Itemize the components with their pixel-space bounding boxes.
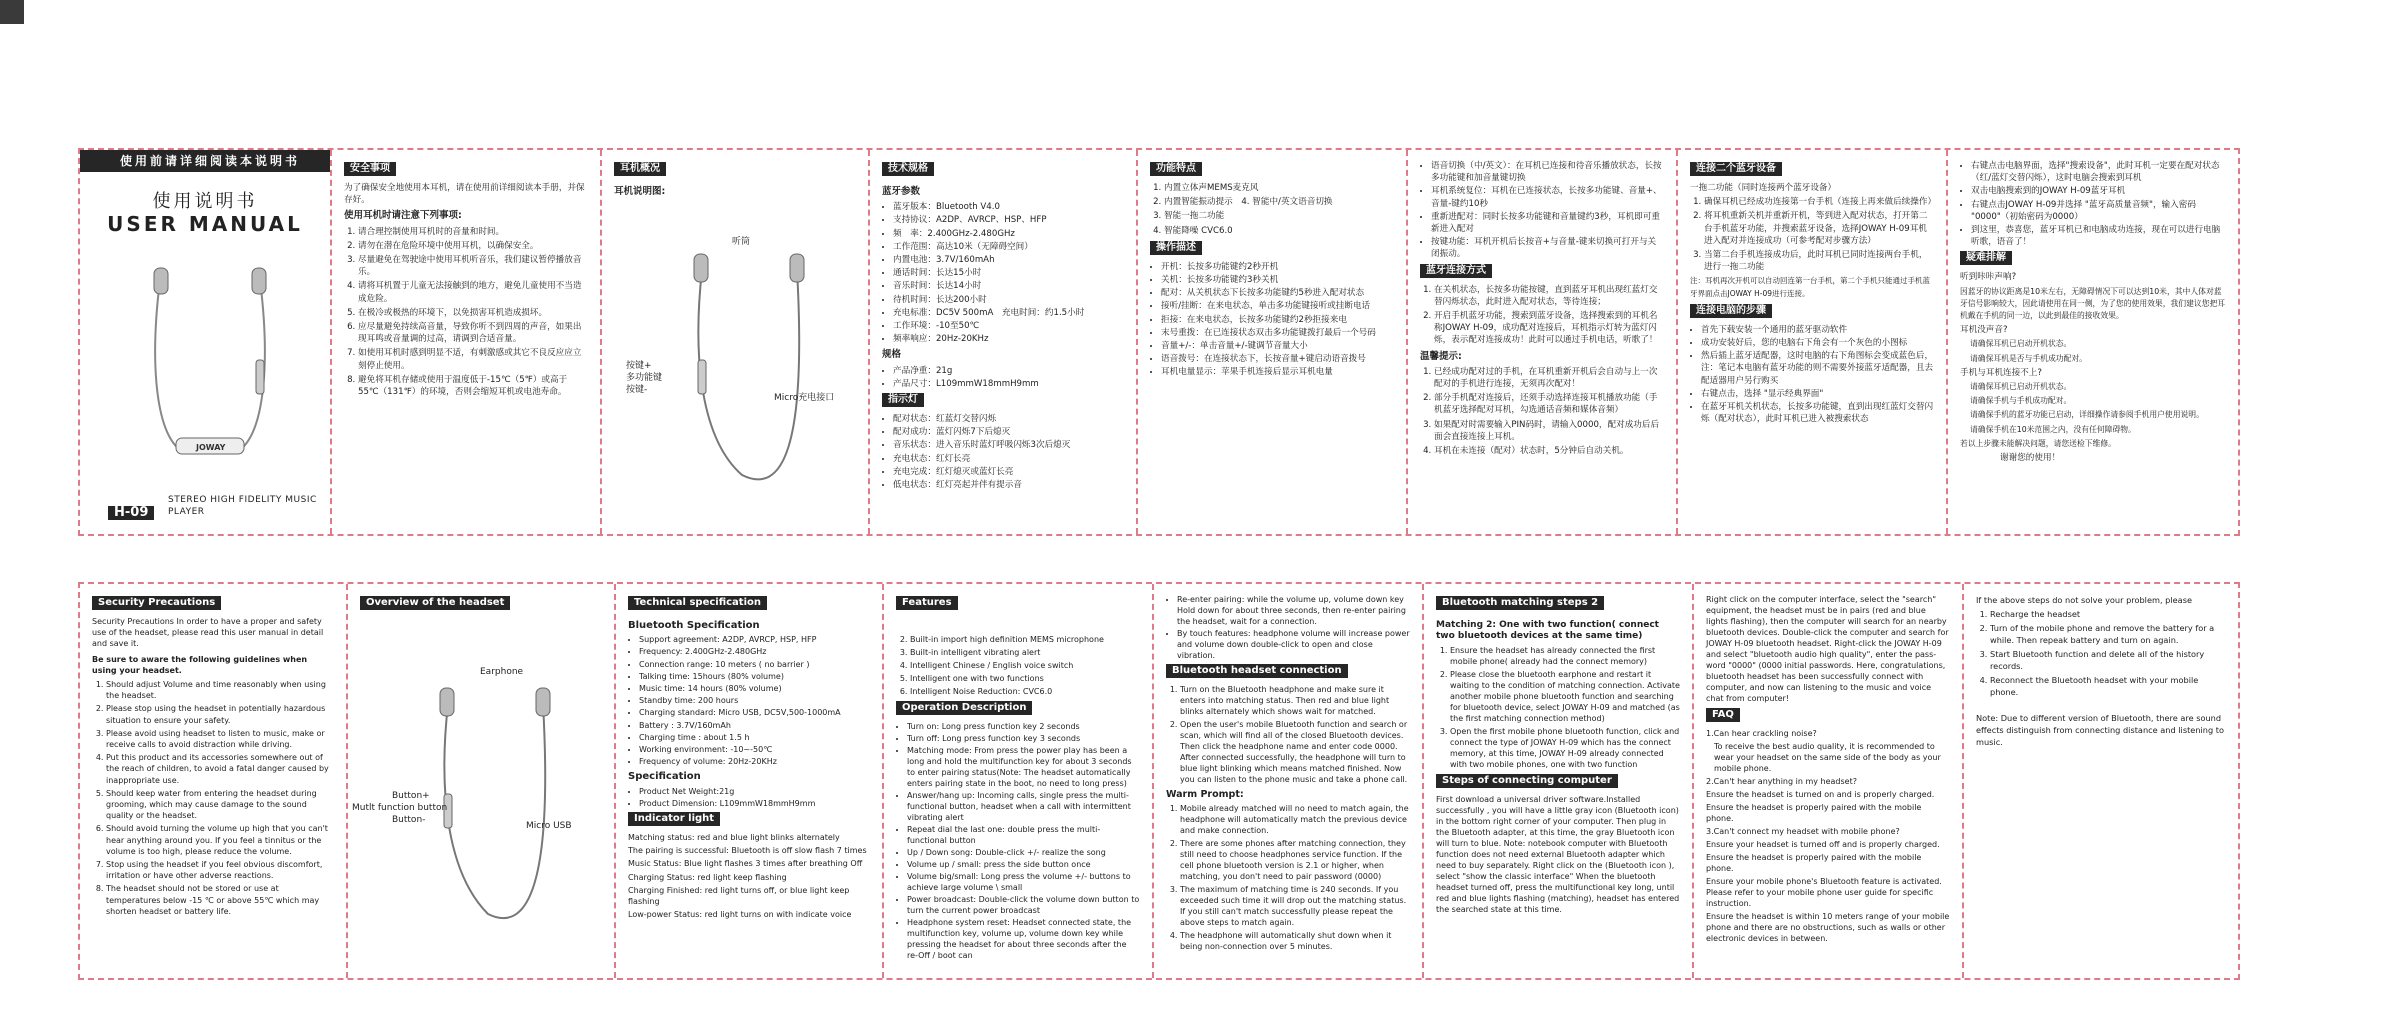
list-item: • Working environment: -10~-50℃ xyxy=(639,744,870,755)
list-item: • 重新进配对：同时长按多功能键和音量键约3秒，耳机即可重新进入配对 xyxy=(1431,211,1664,235)
list-item: 3. Built-in intelligent vibrating alert xyxy=(910,647,1140,658)
list-item: • 充电状态：红灯长亮 xyxy=(893,453,1124,465)
list-item: 3. 如果配对时需要输入PIN码时，请输入0000，配对成功后后面会直接连接上耳机。 xyxy=(1434,419,1664,443)
indicator-title: 指示灯 xyxy=(882,393,924,407)
cover-title-en: USER MANUAL xyxy=(107,212,303,236)
pc-title-en: Steps of connecting computer xyxy=(1436,774,1618,788)
features-panel-en xyxy=(884,584,1154,978)
chinese-manual-sheet xyxy=(78,148,2240,536)
warm-prompt-title: Warm Prompt: xyxy=(1166,789,1244,800)
list-item: • Frequency of volume: 20Hz-20KHz xyxy=(639,756,870,767)
warm-prompt-list xyxy=(1166,803,1410,952)
list-item: 1. Turn on the Bluetooth headphone and make sure it enters into matching status. Then red and blue light blinks alternately which shows wait for matched. xyxy=(1180,684,1410,717)
list-item: • 右键点击电脑界面，选择"搜索设备"，此时耳机一定要在配对状态（红/蓝灯交替闪烁），这时电脑会搜索到耳机 xyxy=(1971,160,2226,184)
indicator-list xyxy=(882,413,1124,491)
faq-q3: 手机与耳机连接不上? xyxy=(1960,367,2042,378)
list-item: • Up / Down song: Double-click +/- realize the song xyxy=(907,847,1140,858)
list-item: 3. 当第二台手机连接成功后，此时耳机已同时连接两台手机，进行一拖二功能 xyxy=(1704,249,1934,273)
faq-a3-0-en: Ensure your headset is turned off and is properly charged. xyxy=(1706,840,1940,849)
list-item: • 配对状态：红蓝灯交替闪烁 xyxy=(893,413,1124,425)
headset-diagram xyxy=(672,240,835,500)
list-item: • 耳机系统复位：耳机在已连接状态，长按多功能键、音量+、音量-键约10秒 xyxy=(1431,185,1664,209)
two-note: 注：耳机再次开机可以自动回连第一台手机，第二个手机只能通过手机蓝牙界面点击JOWAY H-09进行连接。 xyxy=(1690,276,1930,298)
list-item: • 通话时间：长达15小时 xyxy=(893,267,1124,279)
connect-items-en xyxy=(1166,594,1410,661)
indicator-1: The pairing is successful: Bluetooth is off slow flash 7 times xyxy=(628,846,867,856)
faq-intro-list xyxy=(1960,160,2226,248)
faq-a3-3: 请确保手机在10米范围之内，没有任何障碍物。 xyxy=(1970,424,2136,434)
list-item: • 内置电池：3.7V/160mAh xyxy=(893,254,1124,266)
faq-q1-en: 1.Can hear crackling noise? xyxy=(1706,729,1817,738)
list-item: 2. 开启手机蓝牙功能，搜索到蓝牙设备，选择搜索到的耳机名称JOWAY H-09，成功配对连接后，耳机指示灯转为蓝灯闪烁，表示配对连接成功！此时可以通过手机电话，听歌了！ xyxy=(1434,310,1664,347)
matching-panel-en xyxy=(1424,584,1694,978)
list-item: 4. The headphone will automatically shut down when it being non-connection over 5 minutes. xyxy=(1180,930,1410,952)
pc-steps xyxy=(1690,324,1934,426)
faq-a3-3-en: Ensure the headset is within 10 meters range of your mobile phone and there are no obstructions, such as walls or other electronic devices in between. xyxy=(1706,912,1950,943)
list-item: • 充电标准：DC5V 500mA 充电时间：约1.5小时 xyxy=(893,307,1124,319)
list-item: 7. 如使用耳机时感到明显不适，有刺激感或其它不良反应应立刻停止使用。 xyxy=(358,347,588,371)
two-devices-panel-cn xyxy=(1678,150,1948,534)
faq-a3-1-en: Ensure the headset is properly paired with the mobile phone. xyxy=(1706,853,1922,873)
headset-illustration xyxy=(140,260,280,470)
faq-a1: 因蓝牙的协议距离是10米左右，无障碍情况下可以达到10米，其中人体对蓝牙信号影响较大，因此请使用在同一侧，为了您的使用效果，我们建议您把耳机戴在手机的同一边，以此到最佳的接收效果。 xyxy=(1960,286,2226,321)
list-item: 2. Please close the bluetooth earphone and restart it waiting to the condition of matching connection. Activate another mobile phone bluetooth function and searching for bluetooth device, select JOWAY H-09 and matched (as the first matching connection method) xyxy=(1450,669,1680,724)
tips-list xyxy=(1420,366,1664,457)
last-note: Note: Due to different version of Bluetooth, there are sound effects distinguish from connecting distance and listening to music. xyxy=(1976,713,2225,747)
label-button-plus: 按键+ xyxy=(626,361,652,371)
list-item: 5. Intelligent one with two functions xyxy=(910,673,1140,684)
list-item: • Answer/hang up: Incoming calls, single press the multi-functional button, headset when a call with intermittent vibrating alert xyxy=(907,790,1140,823)
faq-a3-1: 请确保手机与手机成功配对。 xyxy=(1970,396,2072,406)
faq-q2-en: 2.Can't hear anything in my headset? xyxy=(1706,777,1857,786)
list-item: • 末号重拨：在已连接状态双击多功能键拨打最后一个号码 xyxy=(1161,327,1394,339)
list-item: 4. 请将耳机置于儿童无法接触到的地方，避免儿童使用不当造成危险。 xyxy=(358,280,588,304)
faq-a2-1: 请确保耳机是否与手机成功配对。 xyxy=(1970,353,2087,363)
faq-title-en: FAQ xyxy=(1706,708,1740,722)
safety-panel-en xyxy=(80,584,348,978)
faq-a3-0: 请确保耳机已启动开机状态。 xyxy=(1970,382,2072,392)
features-list-en xyxy=(896,634,1140,697)
list-item: • Battery : 3.7V/160mAh xyxy=(639,720,870,731)
spec-title-en: Technical specification xyxy=(628,596,767,610)
faq-q3-en: 3.Can't connect my headset with mobile phone? xyxy=(1706,827,1900,836)
label-earpiece: 听筒 xyxy=(732,237,751,247)
list-item: • Turn on: Long press function key 2 seconds xyxy=(907,721,1140,732)
faq-a1-en: To receive the best audio quality, it is recommended to wear your headset on the same side of the body as your mobile phone. xyxy=(1714,742,1941,773)
overview-title-en: Overview of the headset xyxy=(360,596,510,610)
list-item: • Headphone system reset: Headset connected state, the multifunction key, volume up, volume down key while pressing the headset for about three seconds after the re-Off / boot can xyxy=(907,917,1140,961)
spec-panel-en xyxy=(616,584,884,978)
brand-mark: JOWAY xyxy=(196,443,226,452)
faq-closing: 若以上步骤未能解决问题，请您送检下维修。 xyxy=(1960,438,2116,448)
faq-panel-cn xyxy=(1948,150,2238,534)
list-item: 5. 在极冷或极热的环境下，以免损害耳机造成损坏。 xyxy=(358,307,588,319)
faq-thanks: 谢谢您的使用！ xyxy=(2000,453,2061,464)
list-item: 6. 应尽量避免持续高音量，导致你听不到四周的声音，如果出现耳鸣或音量调的过高，请调到合适音量。 xyxy=(358,321,588,345)
security-subhead: Be sure to aware the following guidelines when using your headset. xyxy=(92,654,308,675)
list-item: 2. Open the user's mobile Bluetooth function and search or scan, which will find all of the closed Bluetooth devices. Then click the headphone name and enter code 0000. After connected successfully, the headphone will turn to blue light blinking which means matched finished. Now you can listen to the phone music and take a phone call. xyxy=(1180,719,1410,785)
cover-banner: 使用前请详细阅读本说明书 xyxy=(80,150,330,172)
faq-intro-en: Right click on the computer interface, select the "search" equipment, the headset must be in pairs (red and blue lights flashing), then the computer will search for an nearby bluetooth devices. Double-click the computer and search for JOWAY H-09 bluetooth headset. Right-click the JOWAY H-09 and select "bluetooth audio high quality", enter the pass-word "0000" (0000 initial passwords. Here, congratulations, bluetooth headset has been successfully connect with computer, and now can listening to the music and voice chat from computer! xyxy=(1706,595,1949,703)
list-item: • Product Net Weight:21g xyxy=(639,786,870,797)
list-item: 2. There are some phones after matching connection, they still need to choose headphones service function. If the cell phone bluetooth version is 2.1 or higher, when matching, you don't need to pair password (0000) xyxy=(1180,838,1410,882)
spec-sub2-en: Specification xyxy=(628,771,701,783)
connect-steps-en xyxy=(1166,684,1410,785)
list-item: 2. 将耳机重新关机并重新开机，等到进入配对状态，打开第二台手机蓝牙功能，并搜索蓝牙设备，选择JOWAY H-09耳机进入配对并连接成功（可参考配对步骤方法） xyxy=(1704,210,1934,247)
indicator-4: Charging Finished: red light turns off, or blue light keep flashing xyxy=(628,885,850,907)
list-item: • 工作环境：-10至50℃ xyxy=(893,320,1124,332)
list-item: • Charging time : about 1.5 h xyxy=(639,732,870,743)
list-item: 4. 智能降噪 CVC6.0 xyxy=(1164,225,1394,237)
faq-a3-2: 请确保手机的蓝牙功能已启动，详细操作请参阅手机用户使用说明。 xyxy=(1970,410,2204,420)
list-item: 6. Intelligent Noise Reduction: CVC6.0 xyxy=(910,686,1140,697)
list-item: • 拒接：在来电状态，长按多功能键约2秒拒接来电 xyxy=(1161,314,1394,326)
indicator-5: Low-power Status: red light turns on with indicate voice xyxy=(628,910,852,920)
list-item: 5. Should keep water from entering the headset during grooming, which may cause damage to the sound quality or the headset. xyxy=(106,788,334,822)
label-micro-usb: Micro充电接口 xyxy=(774,393,835,403)
safety-intro: 为了确保安全地使用本耳机，请在使用前详细阅读本手册，并保存好。 xyxy=(344,183,585,206)
label-multifunction: 多功能键 xyxy=(626,373,663,383)
faq-q2: 耳机没声音? xyxy=(1960,325,2008,336)
list-item: • 低电状态：红灯亮起并伴有提示音 xyxy=(893,479,1124,491)
label-button-plus-en: Button+ xyxy=(392,791,430,801)
spec-list-2 xyxy=(882,365,1124,390)
list-item: • 产品净重：21g xyxy=(893,365,1124,377)
features-panel-cn xyxy=(1138,150,1408,534)
list-item: • Volume up / small: press the side button once xyxy=(907,859,1140,870)
list-item: • 然后插上蓝牙适配器，这时电脑的右下角图标会变成蓝色后，注：笔记本电脑有蓝牙功能的则不需要外接蓝牙适配器，且去配适器用户另行购买 xyxy=(1701,350,1934,387)
faq-a2-0-en: Ensure the headset is turned on and is properly charged. xyxy=(1706,790,1935,799)
list-item: 1. 请合理控制使用耳机时的音量和时间。 xyxy=(358,226,588,238)
cover-title-cn: 使用说明书 xyxy=(152,191,258,212)
operation-list xyxy=(1150,261,1394,379)
list-item: 3. The maximum of matching time is 240 seconds. If you exceeded such time it will drop out the matching status. If you still can't match successfully please repeat the above steps to match again. xyxy=(1180,884,1410,928)
overview-panel-en xyxy=(348,584,616,978)
list-item: • 蓝牙版本：Bluetooth V4.0 xyxy=(893,201,1124,213)
list-item: • 频 率：2.400GHz-2.480GHz xyxy=(893,228,1124,240)
list-item: 1. 确保耳机已经成功连接第一台手机（连接上再来做后续操作） xyxy=(1704,196,1934,208)
connect-panel-en xyxy=(1154,584,1424,978)
list-item: • 音量+/-：单击音量+/-键调节音量大小 xyxy=(1161,340,1394,352)
list-item: • 配对：从关机状态下长按多功能键约5秒进入配对状态 xyxy=(1161,287,1394,299)
list-item: 1. Recharge the headset xyxy=(1990,608,2226,620)
faq-q1: 听到咔咔声响? xyxy=(1960,272,2017,283)
list-item: • 产品尺寸：L109mmW18mmH9mm xyxy=(893,378,1124,390)
list-item: 2. Built-in import high definition MEMS microphone xyxy=(910,634,1140,645)
spec-list xyxy=(882,201,1124,345)
list-item: 1. Should adjust Volume and time reasonably when using the headset. xyxy=(106,679,334,701)
list-item: • Turn off: Long press function key 3 seconds xyxy=(907,733,1140,744)
faq-a2-0: 请确保耳机已启动开机状态。 xyxy=(1970,339,2072,349)
operation-list-en xyxy=(896,721,1140,961)
list-item: 3. Open the first mobile phone bluetooth function, click and connect the type of JOWAY H-09 which has the connect memory, at this time, JOWAY H-09 already connected with two mobile phones, one with two function xyxy=(1450,726,1680,770)
list-item: 8. 避免将耳机存储或使用于温度低于-15℃（5℉）或高于55℃（131℉）的环境，否则会缩短耳机或电池寿命。 xyxy=(358,374,588,398)
tips-title: 温馨提示: xyxy=(1420,350,1462,362)
list-item: • 双击电脑搜索到的JOWAY H-09蓝牙耳机 xyxy=(1971,185,2226,197)
list-item: 4. Intelligent Chinese / English voice switch xyxy=(910,660,1140,671)
list-item: 1. 已经成功配对过的手机，在耳机重新开机后会自动与上一次配对的手机进行连接，无须再次配对！ xyxy=(1434,366,1664,390)
cover-model-badge: H-09 xyxy=(108,506,154,520)
list-item: 1. 在关机状态，长按多功能按键，直到蓝牙耳机出现红蓝灯交替闪烁状态，此时进入配对状态，等待连接； xyxy=(1434,284,1664,308)
list-item: • 在蓝牙耳机关机状态，长按多功能键，直到出现红蓝灯交替闪烁（配对状态），此时耳机已进入被搜索状态 xyxy=(1701,401,1934,425)
list-item: • Connection range: 10 meters ( no barrier ) xyxy=(639,659,870,670)
indicator-title-en: Indicator light xyxy=(628,812,720,826)
connect-steps xyxy=(1420,284,1664,347)
connect-title-en: Bluetooth headset connection xyxy=(1166,664,1348,678)
features-title: 功能特点 xyxy=(1150,162,1202,176)
list-item: • Frequency: 2.400GHz-2.480GHz xyxy=(639,646,870,657)
two-sub: 一拖二功能（同时连接两个蓝牙设备） xyxy=(1690,183,1837,193)
list-item: 1. Mobile already matched will no need to match again, the headphone will automatically match the previous device and make connection. xyxy=(1180,803,1410,836)
list-item: 2. 部分手机配对连接后，还须手动选择连接耳机播放功能（手机蓝牙选择配对耳机，勾选通话音频和媒体音频） xyxy=(1434,392,1664,416)
list-item: 3. Start Bluetooth function and delete all of the history records. xyxy=(1990,648,2226,672)
list-item: 7. Stop using the headset if you feel obvious discomfort, irritation or have other adverse reactions. xyxy=(106,859,334,881)
last-intro: If the above steps do not solve your problem, please xyxy=(1976,595,2193,605)
list-item: 1. Ensure the headset has already connected the first mobile phone( already had the connect memory) xyxy=(1450,645,1680,667)
faq-a3-2-en: Ensure your mobile phone's Bluetooth feature is activated. Please refer to your mobile phone user guide for specific instruction. xyxy=(1706,877,1942,908)
two-title: 连接二个蓝牙设备 xyxy=(1690,162,1782,176)
list-item: • 配对成功：蓝灯闪烁7下后熄灭 xyxy=(893,426,1124,438)
list-item: • 频率响应：20Hz-20KHz xyxy=(893,333,1124,345)
corner-marker xyxy=(0,0,24,24)
faq-a2-1-en: Ensure the headset is properly paired with the mobile phone. xyxy=(1706,803,1922,823)
list-item: 3. Please avoid using headset to listen to music, make or receive calls to avoid distraction while driving. xyxy=(106,728,334,750)
list-item: • Re-enter pairing: while the volume up, volume down key Hold down for about three seconds, then re-enter pairing the headset, wait for a connection. xyxy=(1177,594,1410,627)
two-steps xyxy=(1690,196,1937,273)
list-item: • 音乐状态：进入音乐时蓝灯呼吸闪烁3次后熄灭 xyxy=(893,439,1124,451)
label-multifunction-en: Mutlt function button xyxy=(352,803,448,813)
features-title-en: Features xyxy=(896,596,958,610)
list-item: • 工作范围：高达10米（无障碍空间） xyxy=(893,241,1124,253)
indicator-0: Matching status: red and blue light blinks alternately xyxy=(628,833,840,843)
list-item: • Music time: 14 hours (80% volume) xyxy=(639,683,870,694)
spec-list-2-en xyxy=(628,786,870,809)
list-item: 8. The headset should not be stored or use at temperatures below -15 ℃ or above 55℃ which may shorten headset or battery life. xyxy=(106,883,334,917)
matching-sub-en: Matching 2: One with two function( connect two bluetooth devices at the same time) xyxy=(1436,620,1659,641)
list-item: • 耳机电量显示：苹果手机连接后显示耳机电量 xyxy=(1161,366,1394,378)
overview-panel-cn xyxy=(602,150,870,534)
list-item: • 右键点击JOWAY H-09并选择 "蓝牙高质量音频"，输入密码 "0000"（初始密码为0000） xyxy=(1971,199,2226,223)
spec-sub1: 蓝牙参数 xyxy=(882,186,921,197)
connect-items xyxy=(1420,160,1664,261)
list-item: 2. 请勿在潜在危险环境中使用耳机，以确保安全。 xyxy=(358,240,588,252)
list-item: • Volume big/small: Long press the volume +/- buttons to achieve large volume \ small xyxy=(907,871,1140,893)
list-item: • By touch features: headphone volume will increase power and volume down double-click to open and close vibration. xyxy=(1177,628,1410,661)
list-item: • 支持协议：A2DP、AVRCP、HSP、HFP xyxy=(893,214,1124,226)
label-earphone: Earphone xyxy=(480,667,524,677)
spec-title: 技术规格 xyxy=(882,162,934,176)
label-button-minus-en: Button- xyxy=(392,815,426,825)
list-item: 3. 智能一拖二功能 xyxy=(1164,210,1394,222)
list-item: • Repeat dial the last one: double press the multi-functional button xyxy=(907,824,1140,846)
faq-title: 疑难排解 xyxy=(1960,251,2012,265)
list-item: 6. Should avoid turning the volume up high that you can't hear anything around you. If you feel a tinnitus or the volume is too high, please reduce the volume. xyxy=(106,823,334,857)
connect-title: 蓝牙连接方式 xyxy=(1420,264,1492,278)
list-item: • 右键点击，选择 "显示经典界面" xyxy=(1701,388,1934,400)
list-item: 2. Please stop using the headset in potentially hazardous situation to ensure your safety. xyxy=(106,703,334,725)
list-item: • Talking time: 15hours (80% volume) xyxy=(639,671,870,682)
last-steps xyxy=(1976,608,2226,698)
list-item: 4. Reconnect the Bluetooth headset with your mobile phone. xyxy=(1990,674,2226,698)
list-item: 3. 尽量避免在驾驶途中使用耳机听音乐，我们建议暂停播放音乐。 xyxy=(358,254,588,278)
spec-sub1-en: Bluetooth Specification xyxy=(628,620,760,631)
operation-title-en: Operation Description xyxy=(896,701,1032,715)
troubleshoot-panel-en xyxy=(1964,584,2238,978)
list-item: • 到这里，恭喜您，蓝牙耳机已和电脑成功连接，现在可以进行电脑听歌，语音了！ xyxy=(1971,224,2226,248)
list-item: • 语音拨号：在连接状态下，长按音量+键启动语音拨号 xyxy=(1161,353,1394,365)
english-manual-sheet xyxy=(78,582,2240,980)
list-item: • 接听/挂断：在来电状态，单击多功能键接听或挂断电话 xyxy=(1161,300,1394,312)
indicator-3: Charging Status: red light keep flashing xyxy=(628,872,787,882)
list-item: • Power broadcast: Double-click the volume down button to turn the current power broadcast xyxy=(907,894,1140,916)
features-list xyxy=(1150,182,1394,237)
list-item: • Product Dimension: L109mmW18mmH9mm xyxy=(639,798,870,809)
safety-list xyxy=(344,226,588,399)
list-item: • 语音切换（中/英文）：在耳机已连接和待音乐播放状态，长按多功能键和加音量键切换 xyxy=(1431,160,1664,184)
label-micro-usb-en: Micro USB xyxy=(526,821,572,831)
list-item: • 音乐时间：长达14小时 xyxy=(893,280,1124,292)
safety-title: 安全事项 xyxy=(344,162,396,176)
cover-panel xyxy=(80,150,332,534)
security-title: Security Precautions xyxy=(92,596,221,610)
spec-panel-cn xyxy=(870,150,1138,534)
pc-text-en: First download a universal driver software.Installed successfully , you will have a little gray icon (Bluetooth icon) in the bottom right corner of your computer. Then plug in the Bluetooth adapter, at this time, the gray Bluetooth icon will turn to blue. Note: notebook computer with Bluetooth function does not need external Bluetooth adapter which need to buy separately. Right click on the (Bluetooth icon ), select "show the classic interface" When the bluetooth headset turned off, press the multifunctional key long, until red and blue lights flashing (matching), headset has entered the searched state at this time. xyxy=(1436,795,1680,914)
operation-title: 操作描述 xyxy=(1150,241,1202,255)
label-button-minus: 按键- xyxy=(626,385,648,395)
list-item: 2. 内置智能振动提示 4. 智能中/英文语音切换 xyxy=(1164,196,1394,208)
list-item: • Support agreement: A2DP, AVRCP, HSP, HFP xyxy=(639,634,870,645)
indicator-2: Music Status: Blue light flashes 3 times after breathing Off xyxy=(628,859,863,869)
list-item: 1. 内置立体声MEMS麦克风 xyxy=(1164,182,1394,194)
security-intro: Security Precautions In order to have a proper and safety use of the headset, please read this user manual in detail and save it. xyxy=(92,617,324,649)
list-item: • 首先下载安装一个通用的蓝牙驱动软件 xyxy=(1701,324,1934,336)
list-item: • Matching mode: From press the power play has been a long and hold the multifunction key for about 3 seconds to enter pairing status(Note: The headset automatically enters pairing state in the boot, no need to long press) xyxy=(907,745,1140,789)
list-item: • Charging standard: Micro USB, DC5V,500-1000mA xyxy=(639,707,870,718)
safety-panel-cn xyxy=(332,150,602,534)
spec-sub2: 规格 xyxy=(882,349,902,361)
matching-title-en: Bluetooth matching steps 2 xyxy=(1436,596,1604,610)
list-item: • 开机：长按多功能键约2秒开机 xyxy=(1161,261,1394,273)
overview-title: 耳机概况 xyxy=(614,162,666,176)
security-list xyxy=(92,679,334,917)
connect-panel-cn xyxy=(1408,150,1678,534)
list-item: • 关机：长按多功能键约3秒关机 xyxy=(1161,274,1394,286)
list-item: 4. Put this product and its accessories somewhere out of the reach of children, to avoid a fatal danger caused by inappropriate use. xyxy=(106,752,334,786)
spec-list-en xyxy=(628,634,870,767)
faq-panel-en xyxy=(1694,584,1964,978)
list-item: • 充电完成：红灯熄灭或蓝灯长亮 xyxy=(893,466,1124,478)
list-item: • 待机时间：长达200小时 xyxy=(893,294,1124,306)
safety-subhead: 使用耳机时请注意下列事项: xyxy=(344,210,462,222)
matching-steps-en xyxy=(1436,645,1680,770)
list-item: 4. 耳机在未连接（配对）状态时，5分钟后自动关机。 xyxy=(1434,445,1664,457)
overview-subhead: 耳机说明图: xyxy=(614,186,666,197)
list-item: • Standby time: 200 hours xyxy=(639,695,870,706)
list-item: • 成功安装好后，您的电脑右下角会有一个灰色的小图标 xyxy=(1701,337,1934,349)
cover-subtitle: STEREO HIGH FIDELITY MUSIC PLAYER xyxy=(168,494,317,517)
list-item: 2. Turn of the mobile phone and remove the battery for a while. Then repeak battery and turn on again. xyxy=(1990,622,2226,646)
pc-title: 连接电脑的步骤 xyxy=(1690,304,1772,318)
list-item: • 按键功能：耳机开机后长按音+与音量-键来切换可打开与关闭振动。 xyxy=(1431,236,1664,260)
